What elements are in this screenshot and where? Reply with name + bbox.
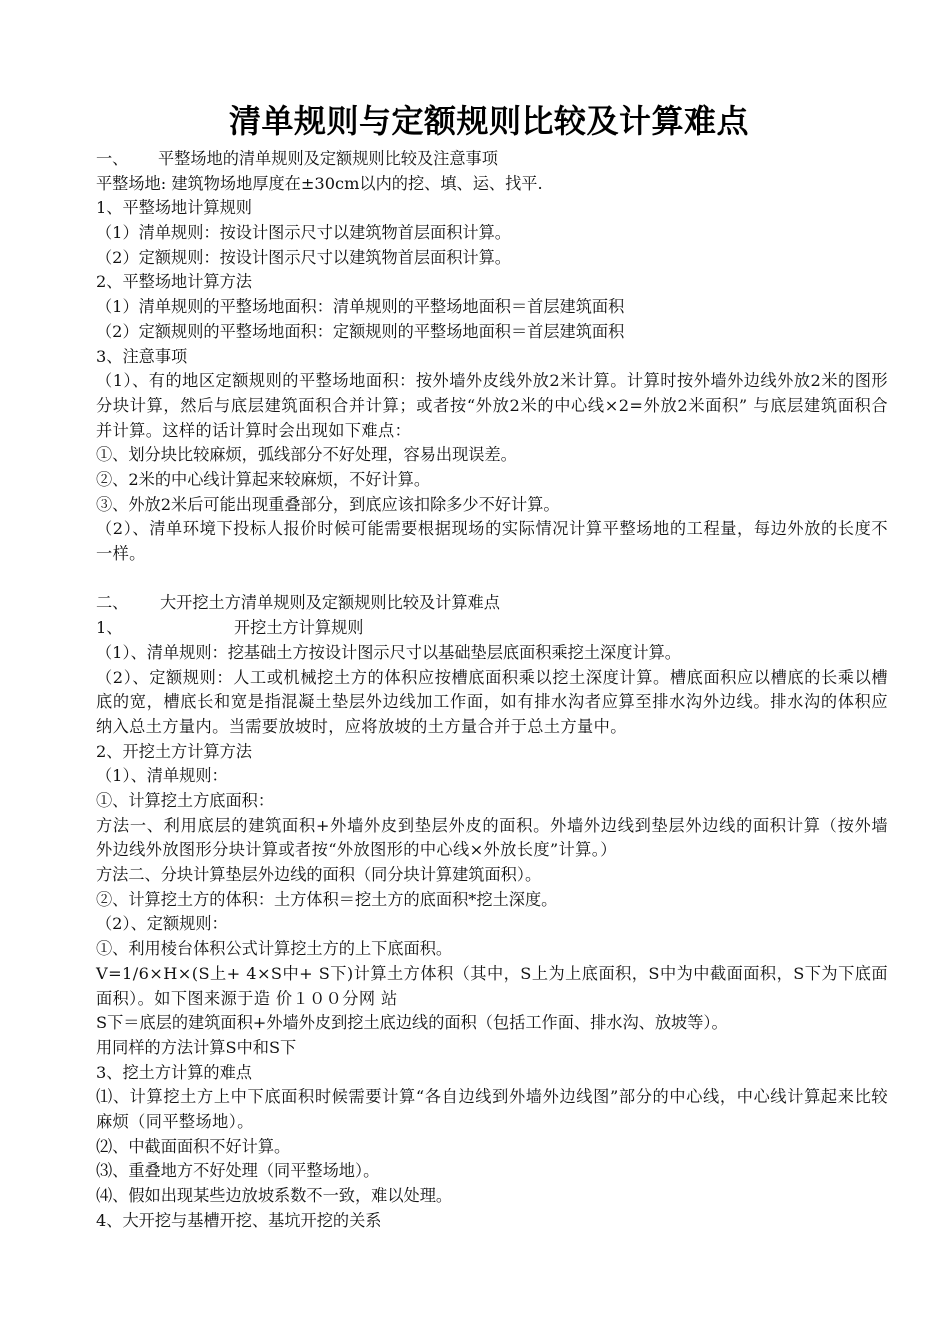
section-heading bbox=[96, 591, 888, 616]
section-title: 平整场地的清单规则及定额规则比较及注意事项 bbox=[158, 149, 498, 168]
spacer bbox=[96, 567, 888, 592]
document-title: 清单规则与定额规则比较及计算难点 bbox=[228, 102, 749, 140]
paragraph: （1）清单规则：按设计图示尺寸以建筑物首层面积计算。 bbox=[96, 223, 511, 243]
paragraph: （1）、清单规则： bbox=[96, 766, 228, 786]
section-number: 一、 bbox=[96, 149, 129, 168]
paragraph: （2）、清单环境下投标人报价时候可能需要根据现场的实际情况计算平整场地的工程量，每边外放的长度不一样。 bbox=[96, 519, 888, 564]
document-body bbox=[96, 147, 888, 1233]
subheading: 3、挖土方计算的难点 bbox=[96, 1062, 252, 1082]
subsection-title: 开挖土方计算规则 bbox=[234, 618, 364, 638]
subheading bbox=[96, 616, 888, 641]
section-number: 二、 bbox=[96, 593, 129, 613]
list-item: ⑶、重叠地方不好处理（同平整场地）。 bbox=[96, 1161, 380, 1181]
list-item: ①、计算挖土方底面积： bbox=[96, 791, 275, 810]
paragraph: 用同样的方法计算S中和S下 bbox=[96, 1037, 297, 1057]
list-item: ②、计算挖土方的体积：土方体积＝挖土方的底面积*挖土深度。 bbox=[96, 889, 558, 909]
paragraph: （1）、有的地区定额规则的平整场地面积：按外墙外皮线外放2米计算。计算时按外墙外边线外放2米的图形分块计算，然后与底层建筑面积合并计算；或者按“外放2米的中心线×2=外放2米面积” 与底层建筑面积合并计算。这样的话计算时会出现如下难点： bbox=[96, 371, 888, 440]
list-item: ⑴、计算挖土方上中下底面积时候需要计算“各自边线到外墙外边线图”部分的中心线，中心线计算起来比较麻烦（同平整场地）。 bbox=[96, 1087, 888, 1132]
list-item: ①、划分块比较麻烦，弧线部分不好处理，容易出现误差。 bbox=[96, 445, 517, 465]
paragraph: S下＝底层的建筑面积+外墙外皮到挖土底边线的面积（包括工作面、排水沟、放坡等）。 bbox=[96, 1013, 728, 1033]
paragraph: 方法一、利用底层的建筑面积+外墙外皮到垫层外皮的面积。外墙外边线到垫层外边线的面积计算（按外墙外边线外放图形分块计算或者按“外放图形的中心线×外放长度”计算。） bbox=[96, 815, 888, 860]
paragraph: （1）、清单规则：挖基础土方按设计图示尺寸以基础垫层底面积乘挖土深度计算。 bbox=[96, 642, 681, 662]
subheading: 4、大开挖与基槽开挖、基坑开挖的关系 bbox=[96, 1210, 382, 1230]
list-item: ⑷、假如出现某些边放坡系数不一致，难以处理。 bbox=[96, 1186, 453, 1206]
paragraph: 平整场地: 建筑物场地厚度在±30cm以内的挖、填、运、找平. bbox=[96, 173, 543, 193]
section-title: 大开挖土方清单规则及定额规则比较及计算难点 bbox=[160, 593, 500, 613]
formula-paragraph: V=1/6×H×(S上+ 4×S中+ S下)计算土方体积（其中，S上为上底面积，S中为中截面面积，S下为下底面面积）。如下图来源于造 价１００分网 站 bbox=[96, 963, 888, 1008]
subsection-number: 1、 bbox=[96, 618, 123, 638]
list-item: ⑵、中截面面积不好计算。 bbox=[96, 1136, 291, 1156]
paragraph: （1）清单规则的平整场地面积：清单规则的平整场地面积＝首层建筑面积 bbox=[96, 297, 625, 317]
section-heading bbox=[96, 147, 888, 172]
paragraph: （2）、定额规则： bbox=[96, 914, 228, 934]
subheading: 2、平整场地计算方法 bbox=[96, 272, 252, 292]
paragraph: （2）定额规则：按设计图示尺寸以建筑物首层面积计算。 bbox=[96, 247, 511, 267]
paragraph: （2）定额规则的平整场地面积：定额规则的平整场地面积＝首层建筑面积 bbox=[96, 321, 625, 341]
subheading: 1、平整场地计算规则 bbox=[96, 198, 252, 218]
list-item: ①、利用棱台体积公式计算挖土方的上下底面积。 bbox=[96, 939, 453, 959]
paragraph: 方法二、分块计算垫层外边线的面积（同分块计算建筑面积）。 bbox=[96, 865, 542, 885]
list-item: ③、外放2米后可能出现重叠部分，到底应该扣除多少不好计算。 bbox=[96, 494, 560, 514]
paragraph: （2）、定额规则：人工或机械挖土方的体积应按槽底面积乘以挖土深度计算。槽底面积应以槽底的长乘以槽底的宽，槽底长和宽是指混凝土垫层外边线加工作面，如有排水沟者应算至排水沟外边线。排水沟的体积应纳入总土方量内。当需要放坡时，应将放坡的土方量合并于总土方量中。 bbox=[96, 667, 888, 736]
list-item: ②、2米的中心线计算起来较麻烦，不好计算。 bbox=[96, 469, 431, 489]
subheading: 2、开挖土方计算方法 bbox=[96, 741, 252, 761]
subheading: 3、注意事项 bbox=[96, 346, 188, 366]
